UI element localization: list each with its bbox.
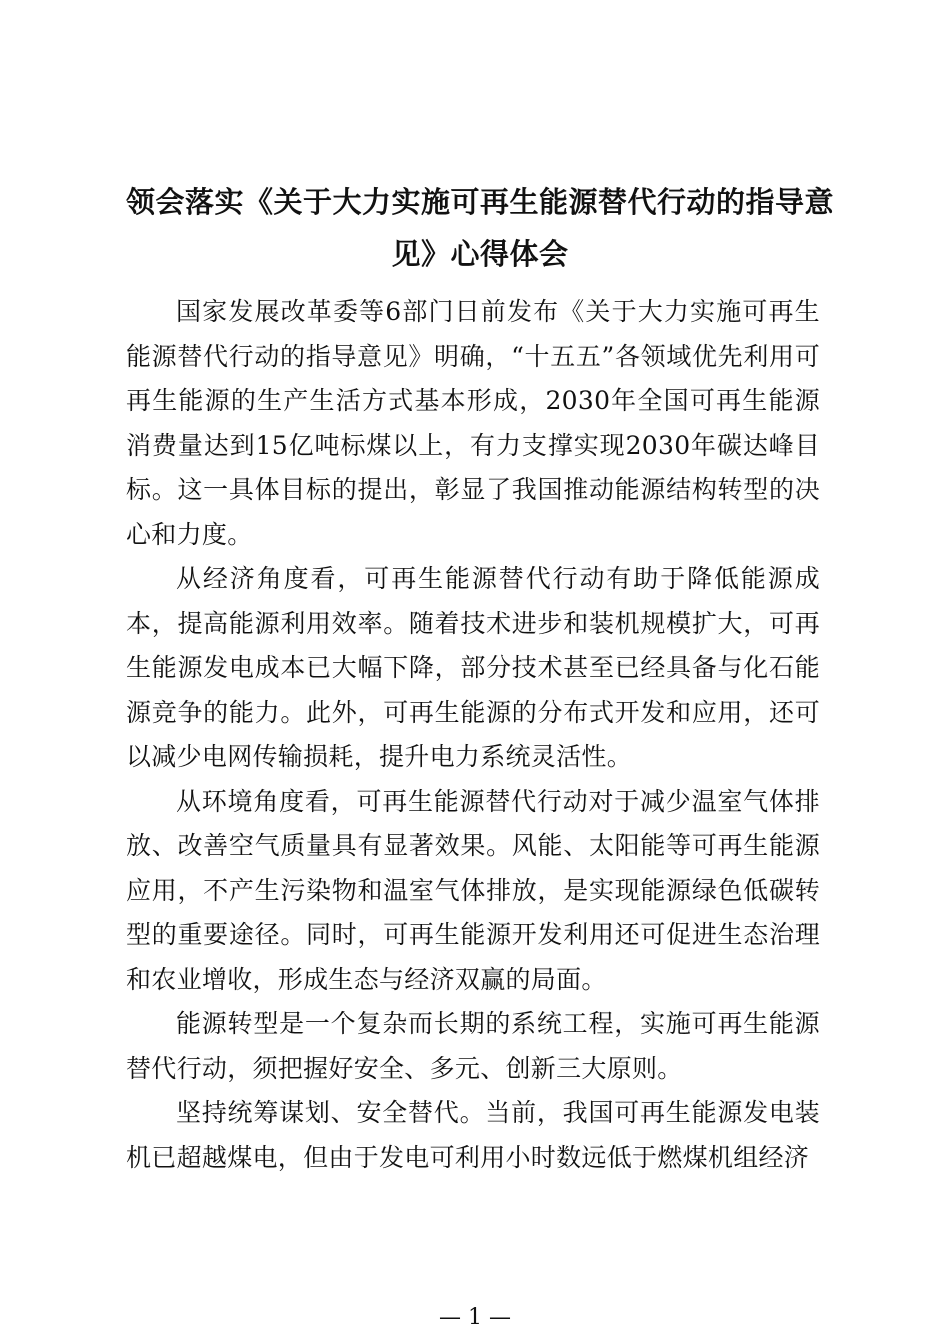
paragraph: 国家发展改革委等6部门日前发布《关于大力实施可再生能源替代行动的指导意见》明确，“十五五”各领域优先利用可再生能源的生产生活方式基本形成，2030年全国可再生能源消费量达到15亿吨标煤以上，有力支撑实现2030年碳达峰目标。这一具体目标的提出，彰显了我国推动能源结构转型的决心和力度。 bbox=[126, 297, 820, 549]
paragraph: 从经济角度看，可再生能源替代行动有助于降低能源成本，提高能源利用效率。随着技术进步和装机规模扩大，可再生能源发电成本已大幅下降，部分技术甚至已经具备与化石能源竞争的能力。此外，可再生能源的分布式开发和应用，还可以减少电网传输损耗，提升电力系统灵活性。 bbox=[126, 564, 820, 771]
paragraph: 从环境角度看，可再生能源替代行动对于减少温室气体排放、改善空气质量具有显著效果。风能、太阳能等可再生能源应用，不产生污染物和温室气体排放，是实现能源绿色低碳转型的重要途径。同时，可再生能源开发利用还可促进生态治理和农业增收，形成生态与经济双赢的局面。 bbox=[126, 786, 820, 994]
paragraph: 能源转型是一个复杂而长期的系统工程，实施可再生能源替代行动，须把握好安全、多元、创新三大原则。 bbox=[126, 1009, 820, 1083]
document-title: 领会落实《关于大力实施可再生能源替代行动的指导意见》心得体会 bbox=[125, 185, 834, 271]
document-body bbox=[126, 290, 820, 1180]
paragraph: 坚持统筹谋划、安全替代。当前，我国可再生能源发电装机已超越煤电，但由于发电可利用小时数远低于燃煤机组经济 bbox=[126, 1098, 820, 1172]
page-number: — 1 — bbox=[439, 1305, 511, 1330]
